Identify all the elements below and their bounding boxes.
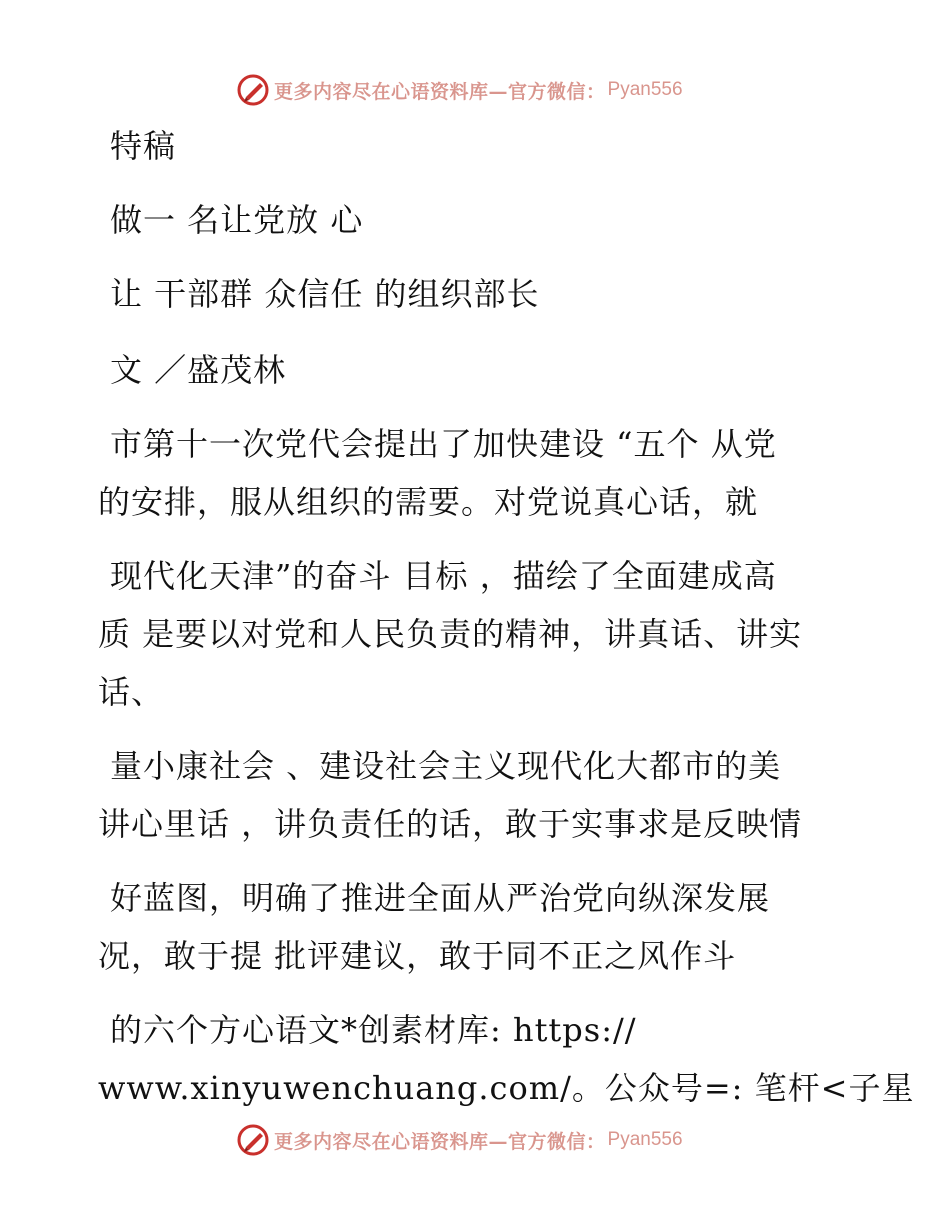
watermark-text: 更多内容尽在心语资料库—官方微信： — [274, 80, 606, 103]
watermark-text: 更多内容尽在心语资料库—官方微信： — [274, 1130, 606, 1153]
doc-line-14: 的六个方心语文*创素材库: https:// — [110, 1011, 637, 1049]
doc-line-3: 让 干部群 众信任 的组织部长 — [110, 275, 540, 313]
doc-line-4: 文 ／盛茂林 — [110, 351, 287, 389]
footer-watermark — [236, 1122, 683, 1158]
doc-line-2: 做一 名让党放 心 — [110, 201, 364, 239]
watermark-handle: Pyan556 — [607, 79, 683, 100]
doc-line-11: 讲心里话 ，讲负责任的话，敢于实事求是反映情 — [98, 805, 803, 843]
doc-line-10: 量小康社会 、建设社会主义现代化大都市的美 — [110, 747, 782, 785]
doc-line-7: 现代化天津”的奋斗 目标 ，描绘了全面建成高 — [110, 557, 777, 595]
watermark-handle: Pyan556 — [607, 1129, 683, 1150]
pen-logo-icon — [236, 1123, 270, 1157]
pen-logo-icon — [236, 73, 270, 107]
doc-line-5: 市第十一次党代会提出了加快建设 “五个 从党 — [110, 425, 777, 463]
doc-line-8: 质 是要以对党和人民负责的精神，讲真话、讲实 — [98, 615, 803, 653]
doc-line-6: 的安排，服从组织的需要。对党说真心话，就 — [98, 483, 759, 521]
header-watermark — [236, 72, 683, 108]
doc-line-13: 况，敢于提 批评建议，敢于同不正之风作斗 — [98, 937, 737, 975]
doc-line-12: 好蓝图，明确了推进全面从严治党向纵深发展 — [110, 879, 771, 917]
doc-line-15: www.xinyuwenchuang.com/。公众号=: 笔杆<子星 — [98, 1069, 915, 1107]
doc-line-1: 特稿 — [110, 127, 177, 165]
doc-line-9: 话、 — [98, 673, 165, 711]
